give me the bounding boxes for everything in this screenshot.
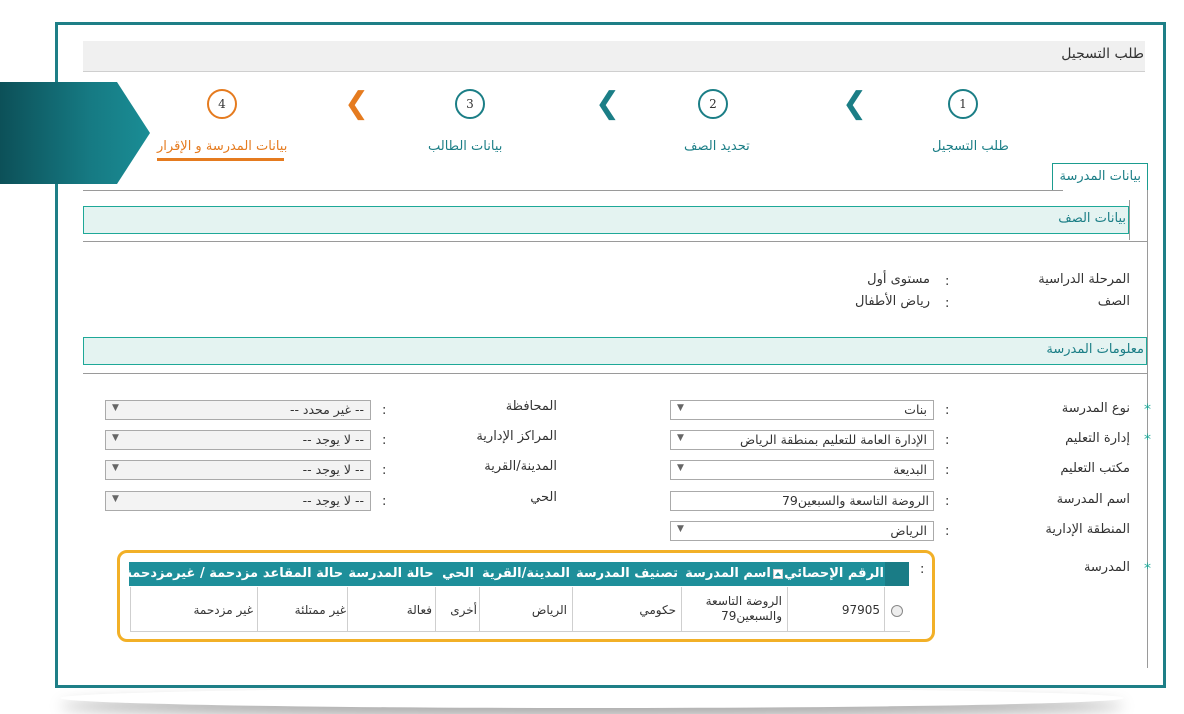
step-4-label[interactable]: بيانات المدرسة و الإقرار [157,139,288,154]
colon: : [945,274,950,289]
admin-region-label: المنطقة الإدارية [1045,522,1130,537]
colon: : [945,296,950,311]
required-marker: * [1144,561,1151,577]
tab-school-data[interactable]: بيانات المدرسة [1052,163,1148,190]
edu-office-value: البديعة [893,462,927,477]
city-village-label: المدينة/القرية [484,459,557,474]
grid-header-school-status[interactable]: حالة المدرسة [348,566,434,581]
chevron-left-icon: ❮ [842,86,868,121]
admin-region-select[interactable] [670,521,934,541]
chevron-down-icon: ▼ [112,463,119,473]
grid-separator [435,587,436,631]
required-marker: * [1144,402,1151,418]
grid-cell-school-name: الروضة التاسعة والسبعين79 [705,594,782,623]
chevron-down-icon: ▼ [112,433,119,443]
stage-label: المرحلة الدراسية [1038,272,1130,287]
grid-separator [479,587,480,631]
grid-header-crowded[interactable]: مزدحمة / غيرمزدحمة [124,566,258,581]
school-section-divider [83,373,1147,374]
step-4-circle[interactable]: 4 [207,89,237,119]
content-right-border [1147,190,1148,668]
chevron-down-icon: ▼ [677,524,684,534]
required-marker: * [1144,432,1151,448]
grid-cell-seat-status: غير ممتلئة [294,603,346,617]
admin-centers-label: المراكز الإدارية [476,429,557,444]
district-value: -- لا يوجد -- [302,493,364,508]
step-2-label[interactable]: تحديد الصف [684,139,750,154]
school-label: المدرسة [1083,560,1130,575]
school-section-title: معلومات المدرسة [1046,342,1144,357]
grid-header-school-name[interactable] [682,562,788,586]
tab-baseline [83,190,1063,191]
step-1-label[interactable]: طلب التسجيل [932,139,1009,154]
school-name-value: الروضة التاسعة والسبعين79 [781,493,929,508]
colon: : [382,433,387,448]
grid-separator [130,587,131,631]
grid-header-city[interactable]: المدينة/القرية [482,566,570,581]
title-bar [83,41,1145,71]
step-1-circle[interactable]: 1 [948,89,978,119]
colon: : [945,463,950,478]
city-village-value: -- لا يوجد -- [302,462,364,477]
governorate-label: المحافظة [505,399,557,414]
class-section-divider [83,241,1147,242]
admin-region-value: الرياض [890,523,927,538]
class-section-header [83,206,1129,234]
grid-cell-school-status: فعالة [406,603,432,617]
city-village-select[interactable] [105,460,371,480]
grid-separator [787,587,788,631]
grid-separator [572,587,573,631]
sort-icon[interactable] [773,569,783,579]
school-type-value: بنات [904,402,927,417]
active-step-underline [157,158,284,161]
grid-separator [257,587,258,631]
grid-cell-classification: حكومي [639,603,676,617]
grid-header-seat-status[interactable]: حالة المقاعد [262,566,344,581]
chevron-down-icon: ▼ [112,494,119,504]
school-type-select[interactable] [670,400,934,420]
grid-cell-crowded: غير مزدحمة [193,603,253,617]
chevron-down-icon: ▼ [677,463,684,473]
grid-cell-city: الرياض [531,603,567,617]
district-label: الحي [530,490,557,505]
colon: : [920,562,925,577]
section-right-edge [1129,200,1130,240]
admin-centers-select[interactable] [105,430,371,450]
school-section-header [83,337,1147,365]
colon: : [945,403,950,418]
governorate-value: -- غير محدد -- [289,402,364,417]
school-type-label: نوع المدرسة [1061,401,1130,416]
district-select[interactable] [105,491,371,511]
edu-office-label: مكتب التعليم [1060,461,1130,476]
step-3-circle[interactable]: 3 [455,89,485,119]
grid-cell-district: أخرى [450,603,477,617]
governorate-select[interactable] [105,400,371,420]
grid-separator [681,587,682,631]
grid-select-header [885,562,909,586]
grid-header-classification[interactable]: تصنيف المدرسة [575,566,679,581]
colon: : [382,463,387,478]
edu-admin-select[interactable] [670,430,934,450]
chevron-down-icon: ▼ [112,403,119,413]
colon: : [382,403,387,418]
grid-separator [347,587,348,631]
class-section-title: بيانات الصف [1058,211,1126,226]
edu-admin-value: الإدارة العامة للتعليم بمنطقة الرياض [740,432,927,447]
edu-admin-label: إدارة التعليم [1065,431,1130,446]
grid-header-school-name-text: اسم المدرسة [685,566,771,581]
frame-shadow [60,688,1124,708]
chevron-left-icon: ❮ [595,86,621,121]
school-name-label: اسم المدرسة [1056,492,1130,507]
colon: : [945,494,950,509]
chevron-left-icon: ❮ [344,86,370,121]
school-row-radio[interactable] [891,605,903,617]
grade-value: رياض الأطفال [854,294,930,309]
grid-header-district[interactable]: الحي [442,566,474,581]
step-2-circle[interactable]: 2 [698,89,728,119]
page-title: طلب التسجيل [1061,46,1144,62]
grid-cell-stat-no: 97905 [841,603,880,617]
grid-separator [884,587,885,631]
title-divider [83,71,1145,72]
school-name-input[interactable] [670,491,934,511]
colon: : [382,494,387,509]
colon: : [945,524,950,539]
grade-label: الصف [1097,294,1130,309]
chevron-down-icon: ▼ [677,403,684,413]
edu-office-select[interactable] [670,460,934,480]
colon: : [945,433,950,448]
step-3-label[interactable]: بيانات الطالب [428,139,503,154]
grid-header-stat-no[interactable]: الرقم الإحصائي [784,566,884,581]
chevron-down-icon: ▼ [677,433,684,443]
stage-value: مستوى أول [867,272,930,287]
admin-centers-value: -- لا يوجد -- [302,432,364,447]
grid-row-divider [130,631,910,632]
